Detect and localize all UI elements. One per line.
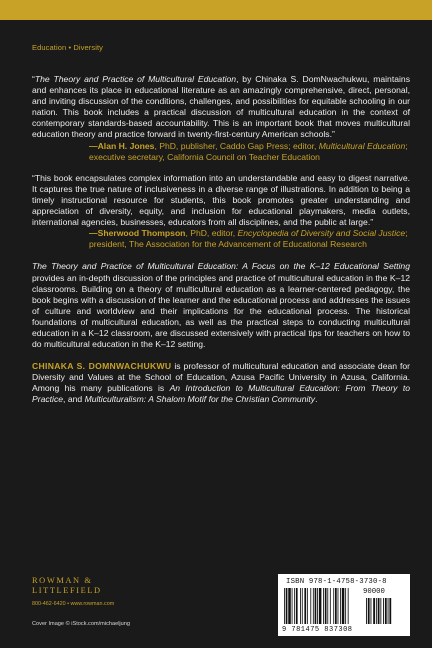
cover-image-credit: Cover Image © iStock.com/michaeljung xyxy=(32,621,131,627)
barcode-bars xyxy=(284,586,404,626)
quote-text: , by Chinaka S. DomNwachukwu, maintains and enhances its place in educational literature as an amazingly comprehensive, direct, personal, and inviting discussion of the conditions, challenges, and possibilities for equitable schooling in our nation. This book includes a practical discussion of multicultural education in the context of contemporary standards-based accountability. This is an important book that moves multicultural education theory and practice forward in twenty-first-century American schools.” xyxy=(32,74,410,140)
description-title: The Theory and Practice of Multicultural Education: A Focus on the K–12 Educational Setting xyxy=(32,261,410,272)
endorser-name: Sherwood Thompson xyxy=(97,228,186,239)
quote-book-title: The Theory and Practice of Multicultural Education xyxy=(34,74,237,84)
publisher-logo: ROWMAN & LITTLEFIELD xyxy=(32,576,102,595)
price-code: 90000 xyxy=(363,588,385,596)
endorsement-attribution-1: —Alan H. Jones, PhD, publisher, Caddo Gap Press; editor, Multicultural Education; executive secretary, California Council on Teacher Education xyxy=(89,140,408,162)
back-cover-content xyxy=(32,74,410,406)
endorsement-quote-2: “This book encapsulates complex information into an understandable and easy to digest narrative. It captures the true nature of inclusiveness in a diverse range of illustrations. In addition to being a timely instructional resource for students, this book promotes greater understanding and appreciation of diversity, equity, and inclusion for educational playmakers, media outlets, international agencies, businesses, educators from all disciplines, and the public at large.” xyxy=(32,172,410,228)
endorser-name: Alan H. Jones xyxy=(97,140,155,151)
isbn-text: ISBN 978-1-4758-3730-8 xyxy=(286,578,387,586)
publisher-contact: 800-462-6420 • www.rowman.com xyxy=(32,601,115,607)
endorsement-quote-1: “The Theory and Practice of Multicultural Education, by Chinaka S. DomNwachukwu, maintains and enhances its place in educational literature as an amazingly comprehensive, direct, personal, and inviting discussion of the conditions, challenges, and possibilities for equitable schooling in our nation. This book includes a practical discussion of multicultural education in the context of contemporary standards-based accountability. This is an important book that moves multicultural education theory and practice forward in twenty-first-century American schools.” xyxy=(32,74,410,140)
category-label: Education • Diversity xyxy=(32,43,104,52)
author-bio: CHINAKA S. DOMNWACHUKWU is professor of multicultural education and associate dean for Diversity and Values at the School of Education, Azusa Pacific University in Azusa, California. Among his many publications is An Introduction to Multicultural Education: From Theory to Practice, and Multiculturalism: A Shalom Motif for the Christian Community. xyxy=(32,361,411,405)
top-accent-bar xyxy=(0,0,432,20)
book-description: The Theory and Practice of Multicultural Education: A Focus on the K–12 Educational Setting provides an in-depth discussion of the principles and practice of multicultural education in the K–12 classrooms. Building on a theory of multicultural education as a learner-centered pedagogy, the book begins with a discussion of the learner and the educational process and addresses the issues of culture and worldview and their implications for the educational process. The historical foundations of multicultural education, as well as the practical steps to conducting multicultural education in a K–12 classroom, are discussed extensively with practical tips for teachers on how to do multicultural education in the K–12 setting. xyxy=(32,261,410,350)
endorsement-attribution-2: —Sherwood Thompson, PhD, editor, Encyclopedia of Diversity and Social Justice; president, The Association for the Advancement of Educational Research xyxy=(89,228,408,250)
barcode-digits: 9 781475 837308 xyxy=(282,626,353,634)
author-name: CHINAKA S. DOMNWACHUKWU xyxy=(32,361,172,372)
isbn-barcode xyxy=(278,574,410,636)
